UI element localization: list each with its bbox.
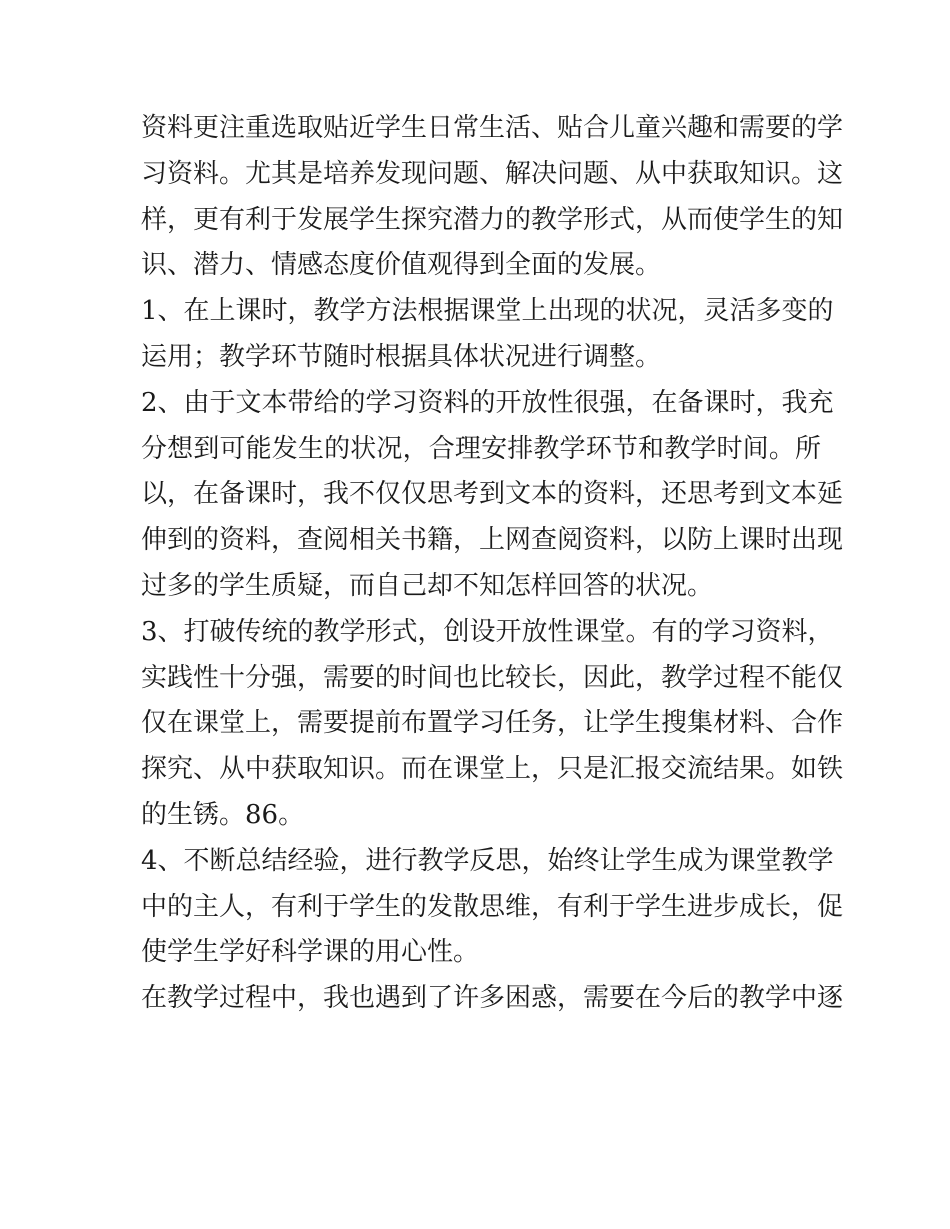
text-line: 分想到可能发生的状况，合理安排教学环节和教学时间。所 <box>141 433 821 464</box>
body-text <box>141 106 844 1022</box>
text-line: 2、由于文本带给的学习资料的开放性很强，在备课时，我充 <box>141 387 834 418</box>
text-line: 识、潜力、情感态度价值观得到全面的发展。 <box>141 250 662 281</box>
text-line: 运用；教学环节随时根据具体状况进行调整。 <box>141 341 662 372</box>
text-line: 仅在课堂上，需要提前布置学习任务，让学生搜集材料、合作 <box>141 708 844 739</box>
text-line: 样，更有利于发展学生探究潜力的教学形式，从而使学生的知 <box>141 204 844 235</box>
text-line: 习资料。尤其是培养发现问题、解决问题、从中获取知识。这 <box>141 158 844 189</box>
text-line: 在教学过程中，我也遇到了许多困惑，需要在今后的教学中逐 <box>141 983 844 1014</box>
text-line: 以，在备课时，我不仅仅思考到文本的资料，还思考到文本延 <box>141 479 844 510</box>
text-line: 1、在上课时，教学方法根据课堂上出现的状况，灵活多变的 <box>141 296 834 327</box>
text-line: 过多的学生质疑，而自己却不知怎样回答的状况。 <box>141 570 714 601</box>
text-line: 中的主人，有利于学生的发散思维，有利于学生进步成长，促 <box>141 891 844 922</box>
text-line: 实践性十分强，需要的时间也比较长，因此，教学过程不能仅 <box>141 662 844 693</box>
text-line: 使学生学好科学课的用心性。 <box>141 937 480 968</box>
text-line: 伸到的资料，查阅相关书籍，上网查阅资料，以防上课时出现 <box>141 525 844 556</box>
text-line: 探究、从中获取知识。而在课堂上，只是汇报交流结果。如铁 <box>141 754 844 785</box>
text-line: 4、不断总结经验，进行教学反思，始终让学生成为课堂教学 <box>141 845 834 876</box>
text-line: 3、打破传统的教学形式，创设开放性课堂。有的学习资料， <box>141 616 834 647</box>
text-line: 资料更注重选取贴近学生日常生活、贴合儿童兴趣和需要的学 <box>141 113 844 143</box>
text-line: 的生锈。86。 <box>141 799 305 830</box>
